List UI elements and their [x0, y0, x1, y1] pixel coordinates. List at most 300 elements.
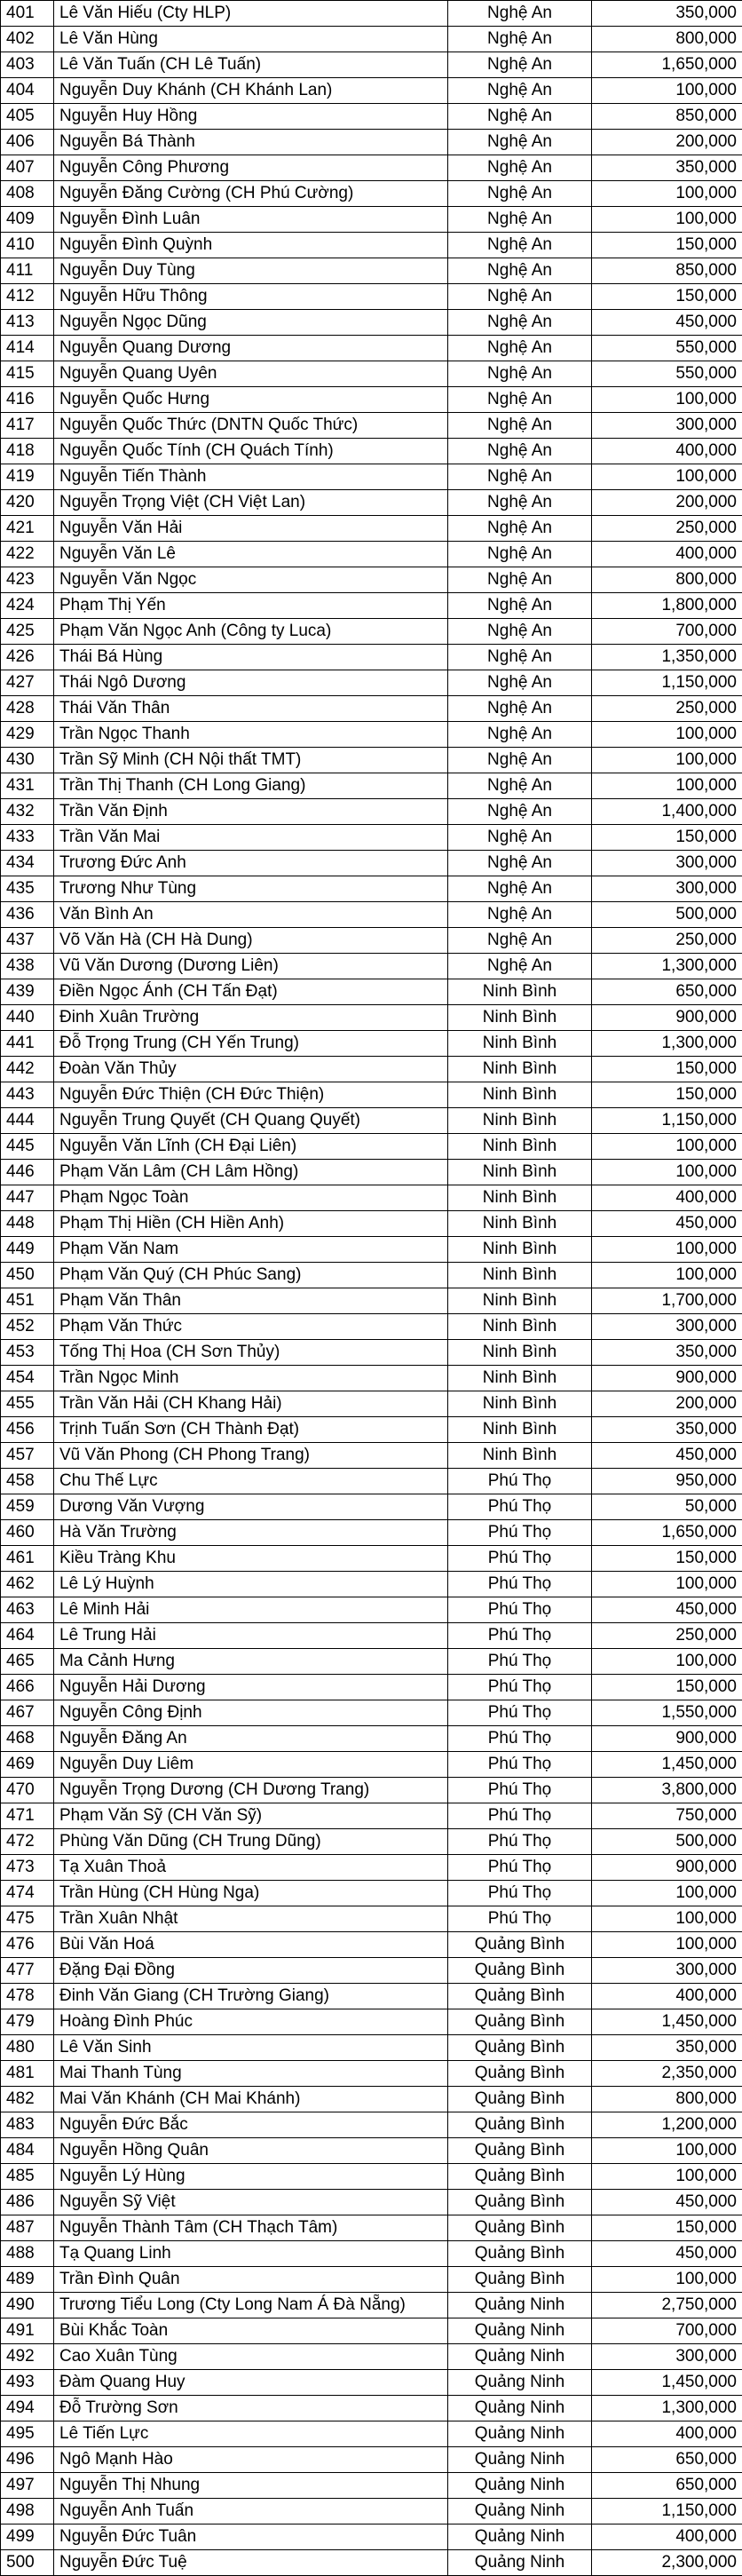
amount-cell[interactable]: 650,000: [592, 2473, 742, 2499]
row-number-cell[interactable]: 481: [1, 2061, 54, 2087]
amount-cell[interactable]: 150,000: [592, 284, 742, 310]
amount-cell[interactable]: 100,000: [592, 2138, 742, 2164]
row-number-cell[interactable]: 476: [1, 1932, 54, 1958]
row-number-cell[interactable]: 456: [1, 1417, 54, 1443]
amount-cell[interactable]: 2,300,000: [592, 2550, 742, 2576]
name-cell[interactable]: Nguyễn Công Định: [54, 1700, 448, 1726]
row-number-cell[interactable]: 480: [1, 2035, 54, 2061]
amount-cell[interactable]: 100,000: [592, 1160, 742, 1185]
amount-cell[interactable]: 350,000: [592, 1417, 742, 1443]
amount-cell[interactable]: 500,000: [592, 902, 742, 928]
name-cell[interactable]: Nguyễn Đình Luân: [54, 207, 448, 233]
name-cell[interactable]: Nguyễn Hồng Quân: [54, 2138, 448, 2164]
province-cell[interactable]: Phú Thọ: [448, 1778, 592, 1803]
province-cell[interactable]: Nghệ An: [448, 542, 592, 567]
amount-cell[interactable]: 150,000: [592, 1546, 742, 1572]
row-number-cell[interactable]: 450: [1, 1263, 54, 1288]
amount-cell[interactable]: 850,000: [592, 258, 742, 284]
province-cell[interactable]: Quảng Bình: [448, 2087, 592, 2112]
name-cell[interactable]: Nguyễn Sỹ Việt: [54, 2190, 448, 2215]
row-number-cell[interactable]: 407: [1, 155, 54, 181]
province-cell[interactable]: Ninh Bình: [448, 979, 592, 1005]
name-cell[interactable]: Tạ Quang Linh: [54, 2241, 448, 2267]
name-cell[interactable]: Nguyễn Huy Hồng: [54, 104, 448, 130]
row-number-cell[interactable]: 451: [1, 1288, 54, 1314]
name-cell[interactable]: Phạm Văn Thức: [54, 1314, 448, 1340]
row-number-cell[interactable]: 489: [1, 2267, 54, 2293]
name-cell[interactable]: Tạ Xuân Thoả: [54, 1855, 448, 1881]
amount-cell[interactable]: 100,000: [592, 2267, 742, 2293]
province-cell[interactable]: Quảng Ninh: [448, 2421, 592, 2447]
name-cell[interactable]: Nguyễn Đăng An: [54, 1726, 448, 1752]
province-cell[interactable]: Nghệ An: [448, 619, 592, 645]
province-cell[interactable]: Quảng Bình: [448, 2009, 592, 2035]
name-cell[interactable]: Nguyễn Đức Tuân: [54, 2524, 448, 2550]
row-number-cell[interactable]: 413: [1, 310, 54, 336]
amount-cell[interactable]: 150,000: [592, 1675, 742, 1700]
row-number-cell[interactable]: 497: [1, 2473, 54, 2499]
name-cell[interactable]: Nguyễn Trọng Việt (CH Việt Lan): [54, 490, 448, 516]
amount-cell[interactable]: 1,200,000: [592, 2112, 742, 2138]
name-cell[interactable]: Điền Ngọc Ánh (CH Tấn Đạt): [54, 979, 448, 1005]
amount-cell[interactable]: 3,800,000: [592, 1778, 742, 1803]
row-number-cell[interactable]: 488: [1, 2241, 54, 2267]
amount-cell[interactable]: 800,000: [592, 2087, 742, 2112]
province-cell[interactable]: Quảng Bình: [448, 2267, 592, 2293]
name-cell[interactable]: Phạm Thị Yến: [54, 593, 448, 619]
amount-cell[interactable]: 100,000: [592, 773, 742, 799]
name-cell[interactable]: Nguyễn Thành Tâm (CH Thạch Tâm): [54, 2215, 448, 2241]
name-cell[interactable]: Nguyễn Văn Ngọc: [54, 567, 448, 593]
name-cell[interactable]: Trương Tiểu Long (Cty Long Nam Á Đà Nẵng): [54, 2293, 448, 2318]
row-number-cell[interactable]: 402: [1, 27, 54, 52]
row-number-cell[interactable]: 472: [1, 1829, 54, 1855]
row-number-cell[interactable]: 492: [1, 2344, 54, 2370]
name-cell[interactable]: Đỗ Trọng Trung (CH Yến Trung): [54, 1031, 448, 1057]
name-cell[interactable]: Đinh Xuân Trường: [54, 1005, 448, 1031]
province-cell[interactable]: Ninh Bình: [448, 1185, 592, 1211]
amount-cell[interactable]: 450,000: [592, 2241, 742, 2267]
amount-cell[interactable]: 850,000: [592, 104, 742, 130]
amount-cell[interactable]: 1,450,000: [592, 1752, 742, 1778]
row-number-cell[interactable]: 408: [1, 181, 54, 207]
amount-cell[interactable]: 200,000: [592, 1391, 742, 1417]
row-number-cell[interactable]: 500: [1, 2550, 54, 2576]
amount-cell[interactable]: 150,000: [592, 233, 742, 258]
row-number-cell[interactable]: 469: [1, 1752, 54, 1778]
province-cell[interactable]: Nghệ An: [448, 825, 592, 851]
amount-cell[interactable]: 900,000: [592, 1726, 742, 1752]
row-number-cell[interactable]: 453: [1, 1340, 54, 1366]
name-cell[interactable]: Trần Ngọc Minh: [54, 1366, 448, 1391]
amount-cell[interactable]: 300,000: [592, 876, 742, 902]
province-cell[interactable]: Phú Thọ: [448, 1700, 592, 1726]
amount-cell[interactable]: 100,000: [592, 748, 742, 773]
row-number-cell[interactable]: 465: [1, 1649, 54, 1675]
province-cell[interactable]: Nghệ An: [448, 851, 592, 876]
row-number-cell[interactable]: 454: [1, 1366, 54, 1391]
province-cell[interactable]: Nghệ An: [448, 1, 592, 27]
name-cell[interactable]: Võ Văn Hà (CH Hà Dung): [54, 928, 448, 954]
amount-cell[interactable]: 2,750,000: [592, 2293, 742, 2318]
name-cell[interactable]: Mai Văn Khánh (CH Mai Khánh): [54, 2087, 448, 2112]
province-cell[interactable]: Phú Thọ: [448, 1469, 592, 1494]
amount-cell[interactable]: 400,000: [592, 1185, 742, 1211]
amount-cell[interactable]: 450,000: [592, 1443, 742, 1469]
row-number-cell[interactable]: 494: [1, 2396, 54, 2421]
row-number-cell[interactable]: 433: [1, 825, 54, 851]
name-cell[interactable]: Nguyễn Đăng Cường (CH Phú Cường): [54, 181, 448, 207]
row-number-cell[interactable]: 477: [1, 1958, 54, 1984]
amount-cell[interactable]: 50,000: [592, 1494, 742, 1520]
name-cell[interactable]: Cao Xuân Tùng: [54, 2344, 448, 2370]
name-cell[interactable]: Phạm Văn Ngọc Anh (Công ty Luca): [54, 619, 448, 645]
amount-cell[interactable]: 700,000: [592, 2318, 742, 2344]
province-cell[interactable]: Quảng Bình: [448, 2035, 592, 2061]
row-number-cell[interactable]: 473: [1, 1855, 54, 1881]
amount-cell[interactable]: 800,000: [592, 27, 742, 52]
row-number-cell[interactable]: 485: [1, 2164, 54, 2190]
row-number-cell[interactable]: 405: [1, 104, 54, 130]
province-cell[interactable]: Nghệ An: [448, 155, 592, 181]
amount-cell[interactable]: 550,000: [592, 336, 742, 361]
row-number-cell[interactable]: 459: [1, 1494, 54, 1520]
province-cell[interactable]: Nghệ An: [448, 207, 592, 233]
row-number-cell[interactable]: 461: [1, 1546, 54, 1572]
province-cell[interactable]: Nghệ An: [448, 310, 592, 336]
row-number-cell[interactable]: 443: [1, 1082, 54, 1108]
row-number-cell[interactable]: 499: [1, 2524, 54, 2550]
name-cell[interactable]: Trần Văn Mai: [54, 825, 448, 851]
name-cell[interactable]: Đinh Văn Giang (CH Trường Giang): [54, 1984, 448, 2009]
province-cell[interactable]: Phú Thọ: [448, 1572, 592, 1597]
province-cell[interactable]: Phú Thọ: [448, 1855, 592, 1881]
amount-cell[interactable]: 100,000: [592, 181, 742, 207]
row-number-cell[interactable]: 423: [1, 567, 54, 593]
row-number-cell[interactable]: 422: [1, 542, 54, 567]
province-cell[interactable]: Phú Thọ: [448, 1546, 592, 1572]
province-cell[interactable]: Nghệ An: [448, 233, 592, 258]
province-cell[interactable]: Nghệ An: [448, 336, 592, 361]
province-cell[interactable]: Phú Thọ: [448, 1675, 592, 1700]
province-cell[interactable]: Ninh Bình: [448, 1160, 592, 1185]
province-cell[interactable]: Quảng Ninh: [448, 2447, 592, 2473]
province-cell[interactable]: Phú Thọ: [448, 1597, 592, 1623]
amount-cell[interactable]: 550,000: [592, 361, 742, 387]
name-cell[interactable]: Phạm Văn Sỹ (CH Văn Sỹ): [54, 1803, 448, 1829]
province-cell[interactable]: Nghệ An: [448, 181, 592, 207]
province-cell[interactable]: Quảng Bình: [448, 2164, 592, 2190]
name-cell[interactable]: Trần Văn Định: [54, 799, 448, 825]
province-cell[interactable]: Ninh Bình: [448, 1134, 592, 1160]
province-cell[interactable]: Ninh Bình: [448, 1031, 592, 1057]
row-number-cell[interactable]: 437: [1, 928, 54, 954]
name-cell[interactable]: Vũ Văn Phong (CH Phong Trang): [54, 1443, 448, 1469]
row-number-cell[interactable]: 468: [1, 1726, 54, 1752]
row-number-cell[interactable]: 440: [1, 1005, 54, 1031]
amount-cell[interactable]: 100,000: [592, 387, 742, 413]
name-cell[interactable]: Phạm Ngọc Toàn: [54, 1185, 448, 1211]
province-cell[interactable]: Nghệ An: [448, 104, 592, 130]
amount-cell[interactable]: 400,000: [592, 1984, 742, 2009]
amount-cell[interactable]: 250,000: [592, 516, 742, 542]
row-number-cell[interactable]: 458: [1, 1469, 54, 1494]
name-cell[interactable]: Nguyễn Hải Dương: [54, 1675, 448, 1700]
row-number-cell[interactable]: 479: [1, 2009, 54, 2035]
name-cell[interactable]: Trần Xuân Nhật: [54, 1906, 448, 1932]
province-cell[interactable]: Nghệ An: [448, 413, 592, 439]
name-cell[interactable]: Đoàn Văn Thủy: [54, 1057, 448, 1082]
province-cell[interactable]: Quảng Bình: [448, 2241, 592, 2267]
province-cell[interactable]: Quảng Bình: [448, 2215, 592, 2241]
row-number-cell[interactable]: 493: [1, 2370, 54, 2396]
row-number-cell[interactable]: 420: [1, 490, 54, 516]
name-cell[interactable]: Nguyễn Trọng Dương (CH Dương Trang): [54, 1778, 448, 1803]
amount-cell[interactable]: 700,000: [592, 619, 742, 645]
name-cell[interactable]: Nguyễn Công Phương: [54, 155, 448, 181]
name-cell[interactable]: Nguyễn Quang Dương: [54, 336, 448, 361]
amount-cell[interactable]: 450,000: [592, 310, 742, 336]
name-cell[interactable]: Trần Ngọc Thanh: [54, 722, 448, 748]
amount-cell[interactable]: 100,000: [592, 1572, 742, 1597]
row-number-cell[interactable]: 438: [1, 954, 54, 979]
row-number-cell[interactable]: 449: [1, 1237, 54, 1263]
row-number-cell[interactable]: 421: [1, 516, 54, 542]
name-cell[interactable]: Thái Bá Hùng: [54, 645, 448, 670]
row-number-cell[interactable]: 425: [1, 619, 54, 645]
name-cell[interactable]: Phạm Văn Thân: [54, 1288, 448, 1314]
row-number-cell[interactable]: 409: [1, 207, 54, 233]
amount-cell[interactable]: 150,000: [592, 2215, 742, 2241]
amount-cell[interactable]: 750,000: [592, 1803, 742, 1829]
amount-cell[interactable]: 900,000: [592, 1005, 742, 1031]
amount-cell[interactable]: 1,650,000: [592, 1520, 742, 1546]
amount-cell[interactable]: 100,000: [592, 1932, 742, 1958]
amount-cell[interactable]: 300,000: [592, 413, 742, 439]
name-cell[interactable]: Nguyễn Ngọc Dũng: [54, 310, 448, 336]
amount-cell[interactable]: 450,000: [592, 2190, 742, 2215]
name-cell[interactable]: Lê Trung Hải: [54, 1623, 448, 1649]
name-cell[interactable]: Nguyễn Văn Lê: [54, 542, 448, 567]
row-number-cell[interactable]: 446: [1, 1160, 54, 1185]
province-cell[interactable]: Nghệ An: [448, 78, 592, 104]
row-number-cell[interactable]: 403: [1, 52, 54, 78]
province-cell[interactable]: Nghệ An: [448, 645, 592, 670]
province-cell[interactable]: Ninh Bình: [448, 1108, 592, 1134]
row-number-cell[interactable]: 487: [1, 2215, 54, 2241]
name-cell[interactable]: Lê Lý Huỳnh: [54, 1572, 448, 1597]
province-cell[interactable]: Quảng Ninh: [448, 2550, 592, 2576]
amount-cell[interactable]: 900,000: [592, 1855, 742, 1881]
name-cell[interactable]: Dương Văn Vượng: [54, 1494, 448, 1520]
row-number-cell[interactable]: 475: [1, 1906, 54, 1932]
row-number-cell[interactable]: 498: [1, 2499, 54, 2524]
province-cell[interactable]: Quảng Bình: [448, 2112, 592, 2138]
amount-cell[interactable]: 100,000: [592, 1263, 742, 1288]
row-number-cell[interactable]: 411: [1, 258, 54, 284]
amount-cell[interactable]: 500,000: [592, 1829, 742, 1855]
province-cell[interactable]: Phú Thọ: [448, 1726, 592, 1752]
province-cell[interactable]: Phú Thọ: [448, 1906, 592, 1932]
province-cell[interactable]: Nghệ An: [448, 799, 592, 825]
amount-cell[interactable]: 100,000: [592, 207, 742, 233]
amount-cell[interactable]: 150,000: [592, 1082, 742, 1108]
row-number-cell[interactable]: 419: [1, 464, 54, 490]
row-number-cell[interactable]: 445: [1, 1134, 54, 1160]
province-cell[interactable]: Nghệ An: [448, 52, 592, 78]
amount-cell[interactable]: 250,000: [592, 696, 742, 722]
name-cell[interactable]: Chu Thế Lực: [54, 1469, 448, 1494]
row-number-cell[interactable]: 482: [1, 2087, 54, 2112]
amount-cell[interactable]: 100,000: [592, 1881, 742, 1906]
row-number-cell[interactable]: 404: [1, 78, 54, 104]
amount-cell[interactable]: 100,000: [592, 1906, 742, 1932]
province-cell[interactable]: Ninh Bình: [448, 1417, 592, 1443]
province-cell[interactable]: Nghệ An: [448, 593, 592, 619]
row-number-cell[interactable]: 471: [1, 1803, 54, 1829]
province-cell[interactable]: Nghệ An: [448, 258, 592, 284]
amount-cell[interactable]: 100,000: [592, 2164, 742, 2190]
name-cell[interactable]: Thái Văn Thân: [54, 696, 448, 722]
name-cell[interactable]: Lê Văn Tuấn (CH Lê Tuấn): [54, 52, 448, 78]
name-cell[interactable]: Đặng Đại Đồng: [54, 1958, 448, 1984]
row-number-cell[interactable]: 486: [1, 2190, 54, 2215]
row-number-cell[interactable]: 439: [1, 979, 54, 1005]
name-cell[interactable]: Nguyễn Văn Lĩnh (CH Đại Liên): [54, 1134, 448, 1160]
row-number-cell[interactable]: 415: [1, 361, 54, 387]
province-cell[interactable]: Ninh Bình: [448, 1237, 592, 1263]
row-number-cell[interactable]: 484: [1, 2138, 54, 2164]
row-number-cell[interactable]: 428: [1, 696, 54, 722]
row-number-cell[interactable]: 452: [1, 1314, 54, 1340]
row-number-cell[interactable]: 496: [1, 2447, 54, 2473]
row-number-cell[interactable]: 418: [1, 439, 54, 464]
row-number-cell[interactable]: 491: [1, 2318, 54, 2344]
name-cell[interactable]: Trương Như Tùng: [54, 876, 448, 902]
province-cell[interactable]: Ninh Bình: [448, 1314, 592, 1340]
province-cell[interactable]: Phú Thọ: [448, 1623, 592, 1649]
name-cell[interactable]: Nguyễn Quang Uyên: [54, 361, 448, 387]
name-cell[interactable]: Nguyễn Đức Thiện (CH Đức Thiện): [54, 1082, 448, 1108]
name-cell[interactable]: Trần Đình Quân: [54, 2267, 448, 2293]
amount-cell[interactable]: 100,000: [592, 78, 742, 104]
province-cell[interactable]: Ninh Bình: [448, 1391, 592, 1417]
name-cell[interactable]: Nguyễn Quốc Tính (CH Quách Tính): [54, 439, 448, 464]
row-number-cell[interactable]: 401: [1, 1, 54, 27]
name-cell[interactable]: Hoàng Đình Phúc: [54, 2009, 448, 2035]
amount-cell[interactable]: 1,800,000: [592, 593, 742, 619]
amount-cell[interactable]: 250,000: [592, 1623, 742, 1649]
name-cell[interactable]: Phạm Văn Nam: [54, 1237, 448, 1263]
province-cell[interactable]: Phú Thọ: [448, 1520, 592, 1546]
name-cell[interactable]: Vũ Văn Dương (Dương Liên): [54, 954, 448, 979]
name-cell[interactable]: Trịnh Tuấn Sơn (CH Thành Đạt): [54, 1417, 448, 1443]
province-cell[interactable]: Ninh Bình: [448, 1340, 592, 1366]
row-number-cell[interactable]: 444: [1, 1108, 54, 1134]
amount-cell[interactable]: 1,300,000: [592, 954, 742, 979]
province-cell[interactable]: Nghệ An: [448, 902, 592, 928]
row-number-cell[interactable]: 464: [1, 1623, 54, 1649]
amount-cell[interactable]: 1,150,000: [592, 2499, 742, 2524]
name-cell[interactable]: Nguyễn Bá Thành: [54, 130, 448, 155]
amount-cell[interactable]: 900,000: [592, 1366, 742, 1391]
row-number-cell[interactable]: 490: [1, 2293, 54, 2318]
amount-cell[interactable]: 350,000: [592, 2035, 742, 2061]
name-cell[interactable]: Tống Thị Hoa (CH Sơn Thủy): [54, 1340, 448, 1366]
row-number-cell[interactable]: 441: [1, 1031, 54, 1057]
province-cell[interactable]: Nghệ An: [448, 954, 592, 979]
name-cell[interactable]: Nguyễn Anh Tuấn: [54, 2499, 448, 2524]
name-cell[interactable]: Nguyễn Lý Hùng: [54, 2164, 448, 2190]
name-cell[interactable]: Hà Văn Trường: [54, 1520, 448, 1546]
amount-cell[interactable]: 1,300,000: [592, 2396, 742, 2421]
row-number-cell[interactable]: 467: [1, 1700, 54, 1726]
row-number-cell[interactable]: 462: [1, 1572, 54, 1597]
name-cell[interactable]: Kiều Tràng Khu: [54, 1546, 448, 1572]
row-number-cell[interactable]: 474: [1, 1881, 54, 1906]
row-number-cell[interactable]: 447: [1, 1185, 54, 1211]
province-cell[interactable]: Quảng Bình: [448, 1958, 592, 1984]
province-cell[interactable]: Nghệ An: [448, 928, 592, 954]
name-cell[interactable]: Trần Hùng (CH Hùng Nga): [54, 1881, 448, 1906]
name-cell[interactable]: Nguyễn Duy Tùng: [54, 258, 448, 284]
amount-cell[interactable]: 300,000: [592, 1958, 742, 1984]
amount-cell[interactable]: 1,450,000: [592, 2009, 742, 2035]
name-cell[interactable]: Phạm Văn Lâm (CH Lâm Hồng): [54, 1160, 448, 1185]
amount-cell[interactable]: 1,150,000: [592, 1108, 742, 1134]
row-number-cell[interactable]: 457: [1, 1443, 54, 1469]
row-number-cell[interactable]: 414: [1, 336, 54, 361]
province-cell[interactable]: Quảng Ninh: [448, 2370, 592, 2396]
row-number-cell[interactable]: 442: [1, 1057, 54, 1082]
row-number-cell[interactable]: 427: [1, 670, 54, 696]
row-number-cell[interactable]: 478: [1, 1984, 54, 2009]
province-cell[interactable]: Nghệ An: [448, 361, 592, 387]
name-cell[interactable]: Đỗ Trường Sơn: [54, 2396, 448, 2421]
province-cell[interactable]: Nghệ An: [448, 130, 592, 155]
name-cell[interactable]: Phạm Văn Quý (CH Phúc Sang): [54, 1263, 448, 1288]
amount-cell[interactable]: 300,000: [592, 2344, 742, 2370]
province-cell[interactable]: Quảng Bình: [448, 2138, 592, 2164]
province-cell[interactable]: Nghệ An: [448, 748, 592, 773]
province-cell[interactable]: Quảng Ninh: [448, 2293, 592, 2318]
row-number-cell[interactable]: 483: [1, 2112, 54, 2138]
province-cell[interactable]: Ninh Bình: [448, 1057, 592, 1082]
name-cell[interactable]: Bùi Khắc Toàn: [54, 2318, 448, 2344]
amount-cell[interactable]: 450,000: [592, 1597, 742, 1623]
name-cell[interactable]: Nguyễn Tiến Thành: [54, 464, 448, 490]
amount-cell[interactable]: 400,000: [592, 439, 742, 464]
province-cell[interactable]: Nghệ An: [448, 670, 592, 696]
amount-cell[interactable]: 100,000: [592, 722, 742, 748]
name-cell[interactable]: Nguyễn Văn Hải: [54, 516, 448, 542]
row-number-cell[interactable]: 410: [1, 233, 54, 258]
amount-cell[interactable]: 1,300,000: [592, 1031, 742, 1057]
name-cell[interactable]: Nguyễn Quốc Hưng: [54, 387, 448, 413]
name-cell[interactable]: Lê Văn Hiếu (Cty HLP): [54, 1, 448, 27]
province-cell[interactable]: Nghệ An: [448, 722, 592, 748]
province-cell[interactable]: Ninh Bình: [448, 1005, 592, 1031]
name-cell[interactable]: Nguyễn Quốc Thức (DNTN Quốc Thức): [54, 413, 448, 439]
amount-cell[interactable]: 400,000: [592, 2524, 742, 2550]
amount-cell[interactable]: 350,000: [592, 155, 742, 181]
province-cell[interactable]: Nghệ An: [448, 567, 592, 593]
province-cell[interactable]: Ninh Bình: [448, 1443, 592, 1469]
row-number-cell[interactable]: 432: [1, 799, 54, 825]
province-cell[interactable]: Quảng Ninh: [448, 2524, 592, 2550]
row-number-cell[interactable]: 460: [1, 1520, 54, 1546]
province-cell[interactable]: Quảng Ninh: [448, 2473, 592, 2499]
